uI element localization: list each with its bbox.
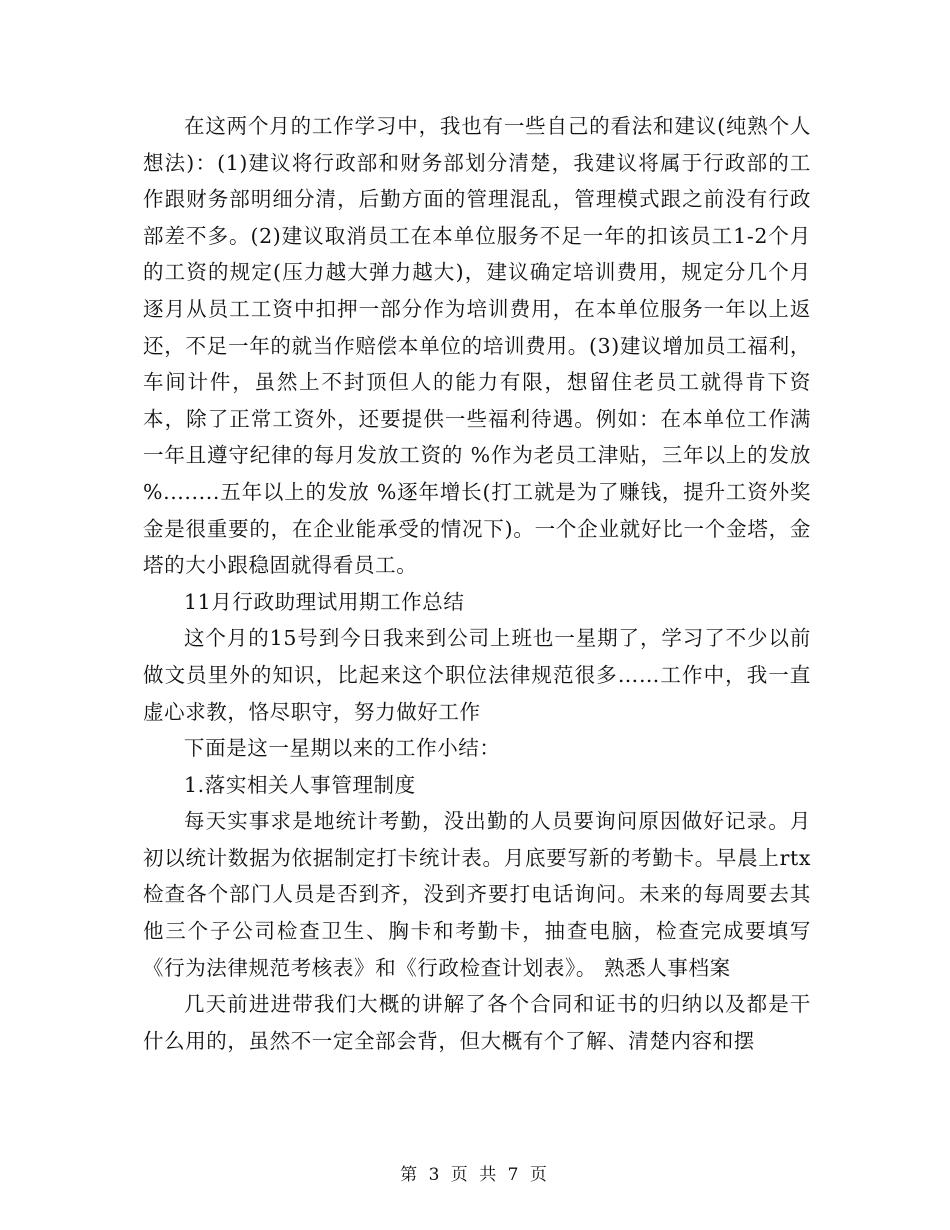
paragraph-heading-1: 1.落实相关人事管理制度 <box>184 772 416 797</box>
paragraph-suggestions: 在这两个月的工作学习中，我也有一些自己的看法和建议(纯熟个人想法)：(1)建议将行政部和财务部划分清楚，我建议将属于行政部的工作跟财务部明细分清，后勤方面的管理混乱，管理模式跟之前没有行政部差不多。(2)建议取消员工在本单位服务不足一年的扣该员工1-2个月的工资的规定(压力越大弹力越大)，建议确定培训费用，规定分几个月逐月从员工工资中扣押一部分作为培训费用，在本单位服务一年以上返还，不足一年的就当作赔偿本单位的培训费用。(3)建议增加员工福利，车间计件，虽然上不封顶但人的能力有限，想留住老员工就得肯下资本，除了正常工资外，还要提供一些福利待遇。例如：在本单位工作满一年且遵守纪律的每月发放工资的 %作为老员工津贴，三年以上的发放 %........五年以上的发放 %逐年增长(打工就是为了赚钱，提升工资外奖金是很重要的，在企业能承受的情况下)。一个企业就好比一个金塔，金塔的大小跟稳固就得看员工。 <box>143 114 811 578</box>
paragraph-section-title: 11月行政助理试用期工作总结 <box>184 589 465 614</box>
paragraph-contracts: 几天前进进带我们大概的讲解了各个合同和证书的归纳以及都是干什么用的，虽然不一定全部会背，但大概有个了解、清楚内容和摆 <box>143 992 811 1053</box>
paragraph-attendance: 每天实事求是地统计考勤，没出勤的人员要询问原因做好记录。月初以统计数据为依据制定打卡统计表。月底要写新的考勤卡。早晨上rtx检查各个部门人员是否到齐，没到齐要打电话询问。未来的每周要去其他三个子公司检查卫生、胸卡和考勤卡，抽查电脑，检查完成要填写《行为法律规范考核表》和《行政检查计划表》。 熟悉人事档案 <box>143 809 811 980</box>
paragraph-summary-lead: 下面是这一星期以来的工作小结： <box>184 736 501 761</box>
page-number-footer: 第 3 页 共 7 页 <box>400 1165 550 1185</box>
paragraph-intro: 这个月的15号到今日我来到公司上班也一星期了，学习了不少以前做文员里外的知识，比起来这个职位法律规范很多……工作中，我一直虚心求教，恪尽职守，努力做好工作 <box>143 626 811 724</box>
document-body <box>143 108 811 1059</box>
